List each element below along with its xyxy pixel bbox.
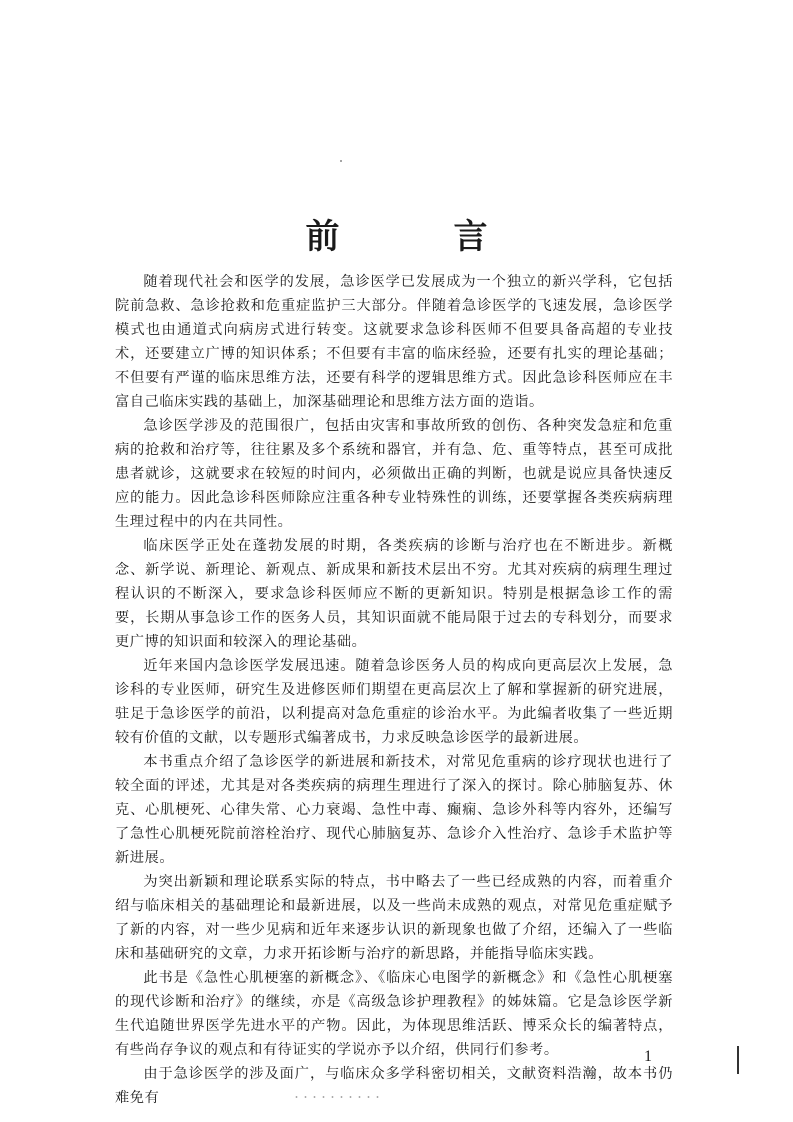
paragraph-1: 随着现代社会和医学的发展，急诊医学已发展成为一个独立的新兴学科，它包括院前急救、急诊抢救和危重症监护三大部分。伴随着急诊医学的飞速发展，急诊医学模式也由通道式向病房式进行转变。这就要求急诊科医师不但要具备高超的专业技术，还要建立广博的知识体系；不但要有丰富的临床经验，还要有扎实的理论基础；不但要有严谨的临床思维方法，还要有科学的逻辑思维方式。因此急诊科医师应在丰富自己临床实践的基础上，加深基础理论和思维方法方面的造诣。 [115,274,673,410]
paragraph-8: 由于急诊医学的涉及面广，与临床众多学科密切相关，文献资料浩瀚，故本书仍难免有 [115,1066,673,1106]
paragraph-4: 近年来国内急诊医学发展迅速。随着急诊医务人员的构成向更高层次上发展，急诊科的专业医师，研究生及进修医师们期望在更高层次上了解和掌握新的研究进展，驻足于急诊医学的前沿，以利提高对急危重症的诊治水平。为此编者收集了一些近期较有价值的文献，以专题形式编著成书，力求反映急诊医学的最新进展。 [115,658,673,746]
paragraph-5: 本书重点介绍了急诊医学的新进展和新技术，对常见危重病的诊疗现状也进行了较全面的评述，尤其是对各类疾病的病理生理进行了深入的探讨。除心肺脑复苏、休克、心肌梗死、心律失常、心力衰竭、急性中毒、癫痫、急诊外科等内容外，还编写了急性心肌梗死院前溶栓治疗、现代心肺脑复苏、急诊介入性治疗、急诊手术监护等新进展。 [115,754,673,866]
paragraph-6: 为突出新颖和理论联系实际的特点，书中略去了一些已经成熟的内容，而着重介绍与临床相关的基础理论和最新进展，以及一些尚未成熟的观点，对常见危重症赋予了新的内容，对一些少见病和近年来逐步认识的新现象也做了介绍，还编入了一些临床和基础研究的文章，力求开拓诊断与治疗的新思路，并能指导临床实践。 [115,874,673,962]
paragraph-7: 此书是《急性心肌梗塞的新概念》、《临床心电图学的新概念》和《急性心肌梗塞的现代诊断和治疗》的继续，亦是《高级急诊护理教程》的姊妹篇。它是急诊医学新生代追随世界医学先进水平的产物。因此，为体现思维活跃、博采众长的编著特点，有些尚存争议的观点和有待证实的学说亦予以介绍，供同行们参考。 [115,970,673,1058]
page-edge-mark [737,1046,739,1074]
scan-speck [340,160,342,162]
preface-body [115,270,673,1110]
page-number: 1 [644,1048,652,1065]
page-title: 前 言 [305,216,528,257]
scan-dots [292,1096,382,1098]
paragraph-3: 临床医学正处在蓬勃发展的时期，各类疾病的诊断与治疗也在不断进步。新概念、新学说、新理论、新观点、新成果和新技术层出不穷。尤其对疾病的病理生理过程认识的不断深入，要求急诊科医师应不断的更新知识。特别是根据急诊工作的需要，长期从事急诊工作的医务人员，其知识面就不能局限于过去的专科划分，而要求更广博的知识面和较深入的理论基础。 [115,538,673,650]
paragraph-2: 急诊医学涉及的范围很广，包括由灾害和事故所致的创伤、各种突发急症和危重病的抢救和治疗等，往往累及多个系统和器官，并有急、危、重等特点，甚至可成批患者就诊，这就要求在较短的时间内，必须做出正确的判断，也就是说应具备快速反应的能力。因此急诊科医师除应注重各种专业特殊性的训练，还要掌握各类疾病病理生理过程中的内在共同性。 [115,418,673,530]
